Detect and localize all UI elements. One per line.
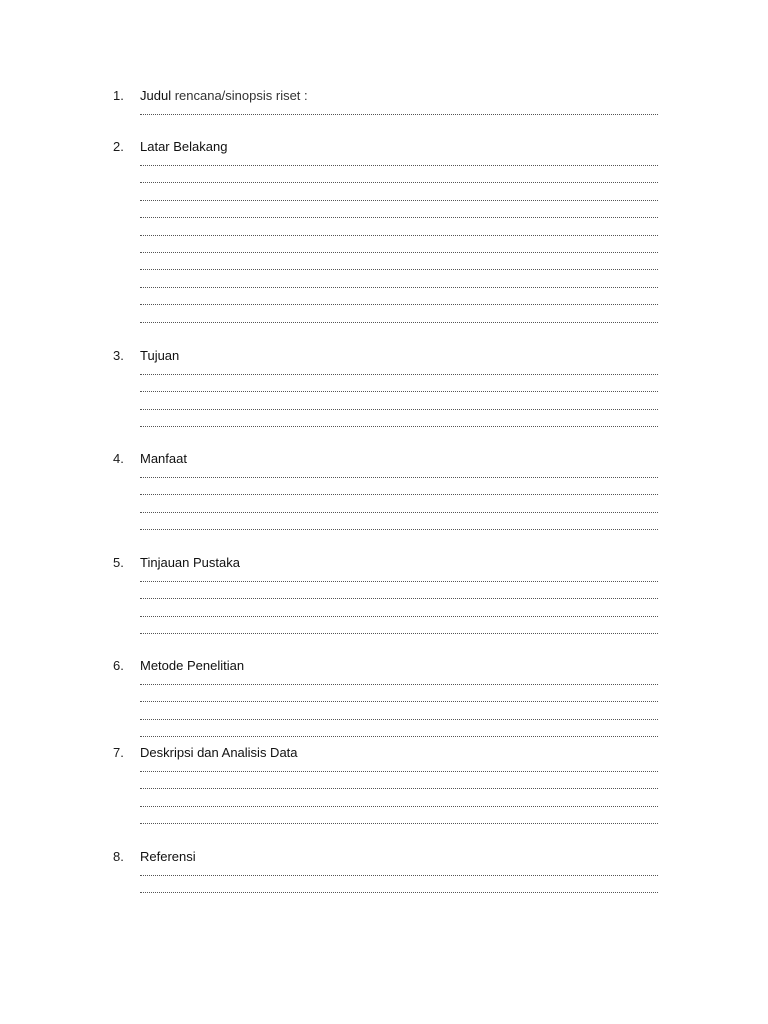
section-title-main: Manfaat (140, 451, 187, 466)
section-title (140, 744, 298, 762)
dotted-answer-line (140, 892, 658, 893)
section-number: 6. (113, 658, 124, 673)
dotted-answer-line (140, 217, 658, 218)
dotted-answer-line (140, 598, 658, 599)
section-heading (0, 744, 768, 762)
dotted-answer-line (140, 269, 658, 270)
dotted-answer-line (140, 875, 658, 876)
section-heading (0, 450, 768, 468)
section-title (140, 138, 227, 156)
section-heading (0, 138, 768, 156)
section-number: 8. (113, 849, 124, 864)
dotted-answer-line (140, 616, 658, 617)
dotted-answer-line (140, 235, 658, 236)
dotted-answer-line (140, 581, 658, 582)
section-title (140, 657, 244, 675)
section-heading (0, 554, 768, 572)
section-number: 4. (113, 451, 124, 466)
dotted-answer-line (140, 114, 658, 115)
dotted-answer-line (140, 252, 658, 253)
dotted-answer-line (140, 165, 658, 166)
dotted-answer-line (140, 477, 658, 478)
section-title-main: Tinjauan Pustaka (140, 555, 240, 570)
dotted-answer-line (140, 736, 658, 737)
dotted-answer-line (140, 374, 658, 375)
section-number: 2. (113, 139, 124, 154)
section-number: 1. (113, 88, 124, 103)
section-title-main: Referensi (140, 849, 196, 864)
dotted-answer-line (140, 788, 658, 789)
dotted-answer-line (140, 391, 658, 392)
section-heading (0, 657, 768, 675)
section-title-main: Metode Penelitian (140, 658, 245, 673)
section-title-main: Deskripsi dan Analisis Data (140, 745, 298, 760)
section-number: 3. (113, 348, 124, 363)
dotted-answer-line (140, 806, 658, 807)
dotted-answer-line (140, 512, 658, 513)
section-title-main: Latar Belakang (140, 139, 228, 154)
section-heading (0, 848, 768, 866)
dotted-answer-line (140, 304, 658, 305)
dotted-answer-line (140, 322, 658, 323)
dotted-answer-line (140, 409, 658, 410)
section-title-main: Judul (140, 88, 172, 103)
dotted-answer-line (140, 719, 658, 720)
dotted-answer-line (140, 426, 658, 427)
dotted-answer-line (140, 529, 658, 530)
dotted-answer-line (140, 823, 658, 824)
dotted-answer-line (140, 633, 658, 634)
dotted-answer-line (140, 182, 658, 183)
section-title (140, 87, 308, 105)
section-title (140, 450, 187, 468)
dotted-answer-line (140, 287, 658, 288)
section-title (140, 554, 240, 572)
section-number: 7. (113, 745, 124, 760)
section-title-main: Tujuan (140, 348, 180, 363)
section-title (140, 848, 196, 866)
dotted-answer-line (140, 200, 658, 201)
dotted-answer-line (140, 771, 658, 772)
section-title-suffix: rencana/sinopsis riset : (171, 88, 308, 103)
section-heading (0, 347, 768, 365)
dotted-answer-line (140, 494, 658, 495)
section-title (140, 347, 179, 365)
section-heading (0, 87, 768, 105)
section-number: 5. (113, 555, 124, 570)
dotted-answer-line (140, 701, 658, 702)
dotted-answer-line (140, 684, 658, 685)
